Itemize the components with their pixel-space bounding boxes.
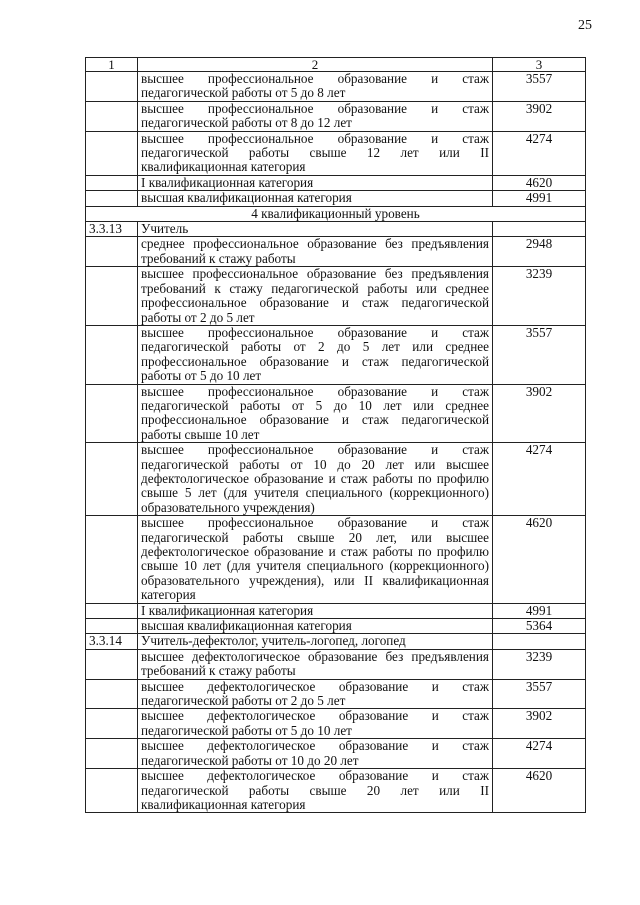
code-cell-empty (86, 384, 138, 443)
column-header-1: 1 (86, 58, 138, 72)
salary-value: 4991 (493, 603, 586, 618)
salary-value: 3557 (493, 325, 586, 384)
requirement-text: I квалификационная категория (138, 175, 493, 190)
code-cell-empty (86, 619, 138, 634)
salary-value: 5364 (493, 619, 586, 634)
salary-value: 2948 (493, 237, 586, 267)
requirement-text: высшее профессиональное образование и стаж педагогической работы от 8 до 12 лет (138, 101, 493, 131)
requirement-text: высшая квалификационная категория (138, 191, 493, 206)
table-row (86, 516, 586, 603)
salary-value: 4274 (493, 443, 586, 516)
table-row (86, 175, 586, 190)
requirement-text: высшее дефектологическое образование без предъявления требований к стажу работы (138, 649, 493, 679)
requirement-text: высшее профессиональное образование без предъявления требований к стажу педагогической работы или среднее профессиональное образование и стаж педагогической работы от 2 до 5 лет (138, 267, 493, 326)
table-row (86, 237, 586, 267)
salary-value: 3239 (493, 267, 586, 326)
requirement-text: среднее профессиональное образование без предъявления требований к стажу работы (138, 237, 493, 267)
table-row (86, 384, 586, 443)
position-code: 3.3.14 (86, 634, 138, 649)
salary-value: 3902 (493, 384, 586, 443)
table-row (86, 709, 586, 739)
requirement-text: высшее дефектологическое образование и стаж педагогической работы от 10 до 20 лет (138, 739, 493, 769)
table-row (86, 769, 586, 813)
requirement-text: высшее профессиональное образование и стаж педагогической работы от 2 до 5 лет или среднее профессиональное образование и стаж педагогической работы от 5 до 10 лет (138, 325, 493, 384)
table-row (86, 443, 586, 516)
code-cell-empty (86, 443, 138, 516)
salary-value: 4620 (493, 516, 586, 603)
requirement-text: I квалификационная категория (138, 603, 493, 618)
position-title: Учитель-дефектолог, учитель-логопед, логопед (138, 634, 493, 649)
table-row (86, 679, 586, 709)
requirement-text: высшая квалификационная категория (138, 619, 493, 634)
code-cell-empty (86, 131, 138, 175)
code-cell-empty (86, 649, 138, 679)
salary-value: 3557 (493, 679, 586, 709)
code-cell-empty (86, 191, 138, 206)
requirement-text: высшее дефектологическое образование и стаж педагогической работы свыше 20 лет или II квалификационная категория (138, 769, 493, 813)
column-header-3: 3 (493, 58, 586, 72)
salary-value: 4274 (493, 131, 586, 175)
code-cell-empty (86, 739, 138, 769)
code-cell-empty (86, 237, 138, 267)
position-value-empty (493, 222, 586, 237)
table-row (86, 72, 586, 102)
code-cell-empty (86, 101, 138, 131)
code-cell-empty (86, 679, 138, 709)
position-title: Учитель (138, 222, 493, 237)
requirement-text: высшее профессиональное образование и стаж педагогической работы свыше 20 лет, или высшее дефектологическое образование и стаж работы по профилю свыше 10 лет (для учителя специального (коррекционного) образовательного учреждения), или II квалификационная категория (138, 516, 493, 603)
salary-table (85, 57, 586, 813)
salary-value: 3557 (493, 72, 586, 102)
requirement-text: высшее профессиональное образование и стаж педагогической работы от 5 до 10 лет или среднее профессиональное образование и стаж педагогической работы свыше 10 лет (138, 384, 493, 443)
position-row (86, 222, 586, 237)
salary-table-body (86, 58, 586, 813)
salary-value: 3239 (493, 649, 586, 679)
salary-value: 4991 (493, 191, 586, 206)
qualification-level-row (86, 206, 586, 221)
column-header-2: 2 (138, 58, 493, 72)
code-cell-empty (86, 709, 138, 739)
salary-value: 4620 (493, 769, 586, 813)
table-row (86, 267, 586, 326)
table-row (86, 325, 586, 384)
code-cell-empty (86, 769, 138, 813)
table-row (86, 739, 586, 769)
position-code: 3.3.13 (86, 222, 138, 237)
requirement-text: высшее профессиональное образование и стаж педагогической работы от 10 до 20 лет или высшее дефектологическое образование и стаж работы по профилю свыше 5 лет (для учителя специального (коррекционного) образовательного учреждения) (138, 443, 493, 516)
position-value-empty (493, 634, 586, 649)
position-row (86, 634, 586, 649)
table-row (86, 619, 586, 634)
requirement-text: высшее профессиональное образование и стаж педагогической работы от 5 до 8 лет (138, 72, 493, 102)
table-row (86, 603, 586, 618)
code-cell-empty (86, 72, 138, 102)
table-row (86, 131, 586, 175)
requirement-text: высшее дефектологическое образование и стаж педагогической работы от 5 до 10 лет (138, 709, 493, 739)
salary-value: 3902 (493, 709, 586, 739)
code-cell-empty (86, 325, 138, 384)
qualification-level-heading: 4 квалификационный уровень (86, 206, 586, 221)
salary-value: 4274 (493, 739, 586, 769)
requirement-text: высшее профессиональное образование и стаж педагогической работы свыше 12 лет или II квалификационная категория (138, 131, 493, 175)
code-cell-empty (86, 175, 138, 190)
table-row (86, 191, 586, 206)
code-cell-empty (86, 267, 138, 326)
column-header-row (86, 58, 586, 72)
table-row (86, 101, 586, 131)
code-cell-empty (86, 603, 138, 618)
salary-value: 4620 (493, 175, 586, 190)
code-cell-empty (86, 516, 138, 603)
requirement-text: высшее дефектологическое образование и стаж педагогической работы от 2 до 5 лет (138, 679, 493, 709)
table-row (86, 649, 586, 679)
page-number: 25 (578, 18, 592, 33)
salary-value: 3902 (493, 101, 586, 131)
